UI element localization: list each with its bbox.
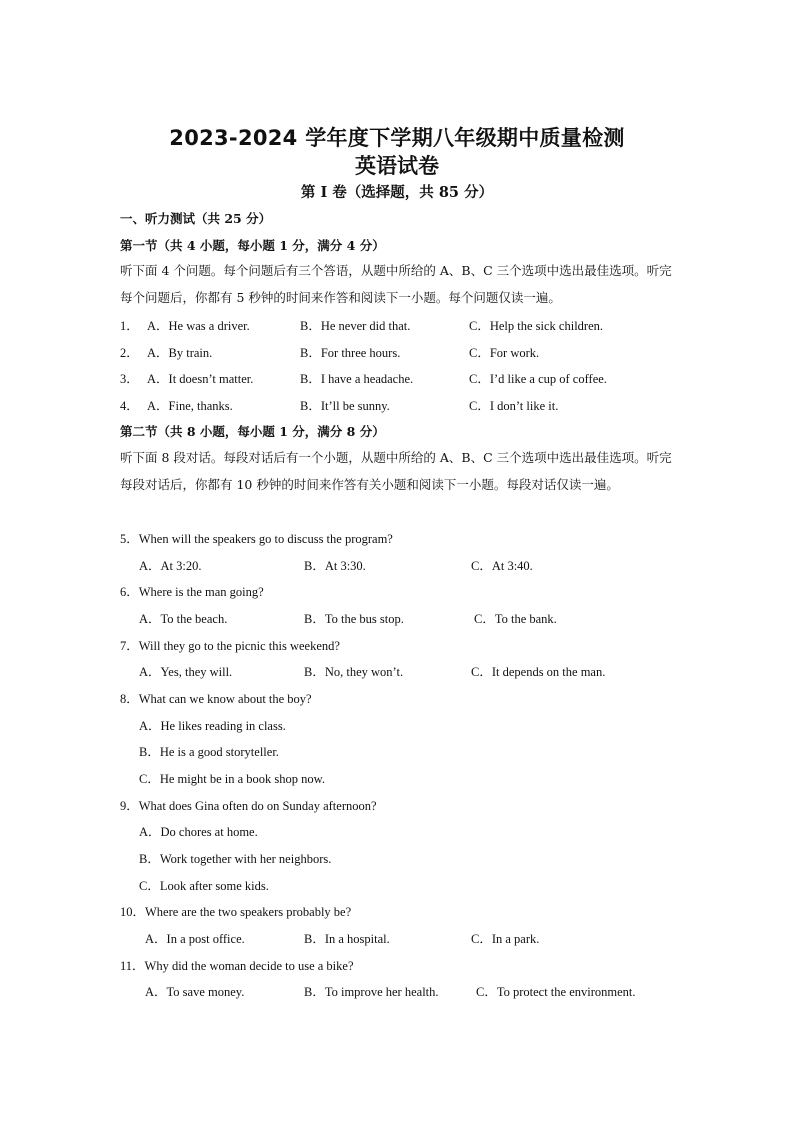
option-b: B．He never did that. [300, 319, 411, 333]
question-text: 8．What can we know about the boy? [120, 692, 312, 706]
sub-section-1-instructions: 听下面 4 个问题。每个问题后有三个答语，从题中所给的 A、B、C 三个选项中选出最佳选项。听完每个问题后，你都有 5 秒钟的时间来作答和阅读下一小题。每个问题仅读一遍。 [120, 263, 672, 305]
option-c: C．It depends on the man. [471, 665, 606, 679]
option-b: B．To the bus stop. [304, 612, 404, 626]
option-a: A．Yes, they will. [139, 665, 233, 679]
option-a: A．By train. [147, 346, 213, 360]
exam-subtitle: 英语试卷 [355, 154, 439, 178]
question-number: 3． [120, 372, 139, 386]
option-b: B．I have a headache. [300, 372, 414, 386]
question-text: 9．What does Gina often do on Sunday afternoon? [120, 799, 377, 813]
option-b: B．It’ll be sunny. [300, 399, 390, 413]
option-b: B．He is a good storyteller. [139, 745, 279, 759]
option-a: A．He was a driver. [147, 319, 250, 333]
part-heading: 第 I 卷（选择题，共 85 分） [300, 184, 494, 201]
option-a: A．To save money. [145, 985, 245, 999]
question-text: 6．Where is the man going? [120, 585, 264, 599]
option-b: B．For three hours. [300, 346, 401, 360]
option-c: C．He might be in a book shop now. [139, 772, 325, 786]
option-b: B．To improve her health. [304, 985, 439, 999]
option-a: A．Fine, thanks. [147, 399, 233, 413]
option-a: A．In a post office. [145, 932, 245, 946]
option-c: C．I don’t like it. [469, 399, 559, 413]
question-text: 7．Will they go to the picnic this weekend? [120, 639, 340, 653]
question-number: 4． [120, 399, 139, 413]
section-heading-listening: 一、听力测试（共 25 分） [120, 211, 272, 226]
question-number: 1． [120, 319, 139, 333]
option-c: C．For work. [469, 346, 540, 360]
option-a: A．At 3:20. [139, 559, 202, 573]
option-a: A．Do chores at home. [139, 825, 258, 839]
question-text: 10．Where are the two speakers probably be? [120, 905, 352, 919]
question-text: 11．Why did the woman decide to use a bike? [120, 959, 354, 973]
option-c: C．At 3:40. [471, 559, 533, 573]
option-b: B．No, they won’t. [304, 665, 404, 679]
option-b: B．At 3:30. [304, 559, 366, 573]
option-a: A．It doesn’t matter. [147, 372, 254, 386]
option-a: A．He likes reading in class. [139, 719, 286, 733]
option-c: C．To protect the environment. [476, 985, 636, 999]
option-b: B．In a hospital. [304, 932, 390, 946]
sub-section-1-heading: 第一节（共 4 小题，每小题 1 分，满分 4 分） [120, 238, 385, 253]
option-c: C．To the bank. [474, 612, 557, 626]
question-number: 2． [120, 346, 139, 360]
question-text: 5．When will the speakers go to discuss the program? [120, 532, 393, 546]
option-a: A．To the beach. [139, 612, 228, 626]
option-c: C．Help the sick children. [469, 319, 603, 333]
sub-section-2-heading: 第二节（共 8 小题，每小题 1 分，满分 8 分） [120, 424, 385, 439]
sub-section-2-instructions: 听下面 8 段对话。每段对话后有一个小题，从题中所给的 A、B、C 三个选项中选出最佳选项。听完每段对话后，你都有 10 秒钟的时间来作答有关小题和阅读下一小题。每段对话仅读一遍。 [120, 450, 672, 492]
option-c: C．I’d like a cup of coffee. [469, 372, 607, 386]
option-c: C．Look after some kids. [139, 879, 269, 893]
option-b: B．Work together with her neighbors. [139, 852, 332, 866]
option-c: C．In a park. [471, 932, 540, 946]
exam-title: 2023-2024 学年度下学期八年级期中质量检测 [169, 126, 625, 150]
